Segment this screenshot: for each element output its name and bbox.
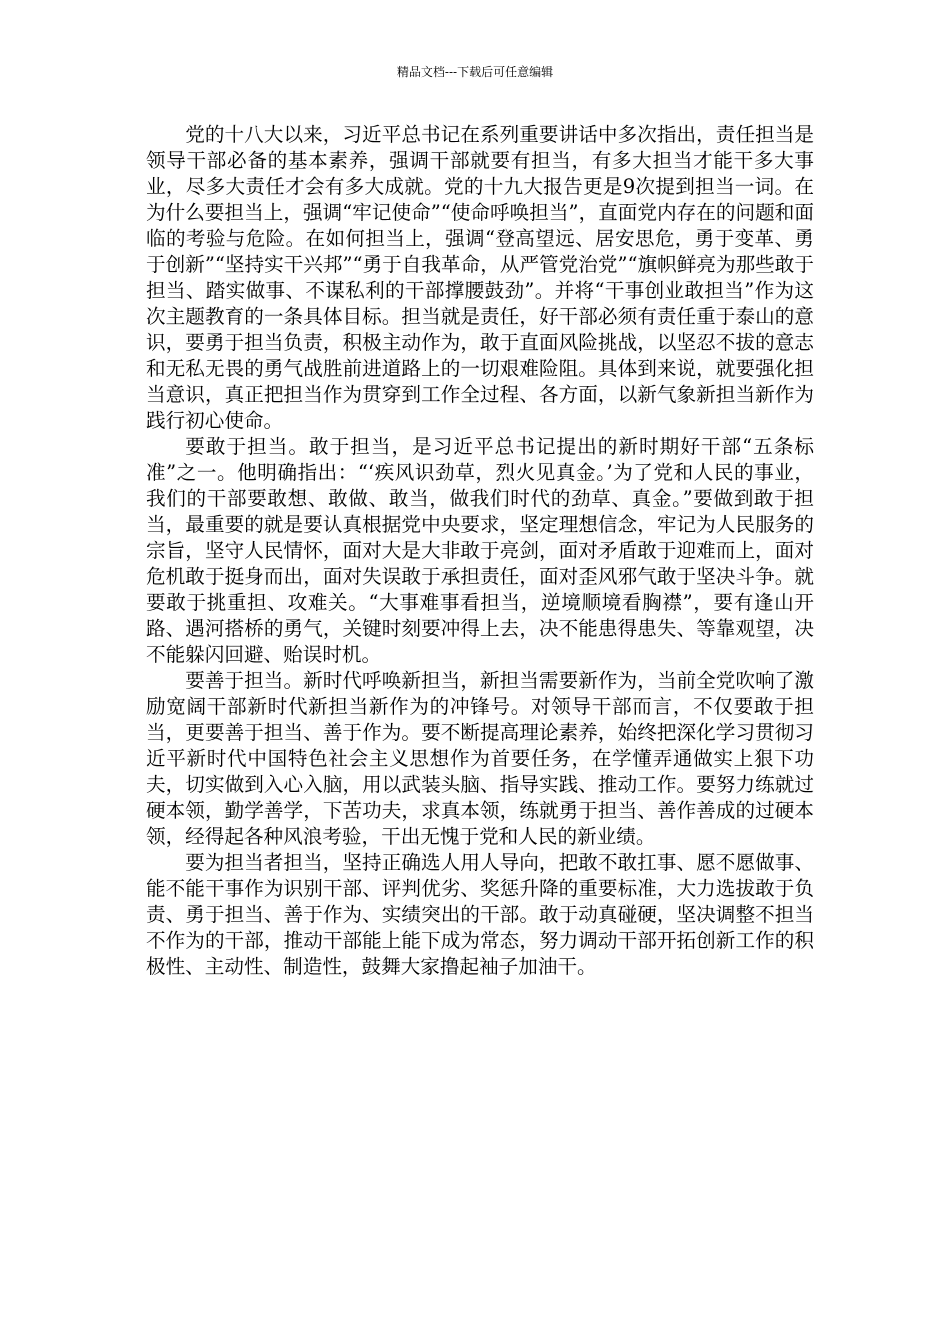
document-body [146, 122, 814, 980]
paragraph-4: 要为担当者担当，坚持正确选人用人导向，把敢不敢扛事、愿不愿做事、能不能干事作为识别干部、评判优劣、奖惩升降的重要标准，大力选拔敢于负责、勇于担当、善于作为、实绩突出的干部。敢于动真碰硬，坚决调整不担当不作为的干部，推动干部能上能下成为常态，努力调动干部开拓创新工作的积极性、主动性、制造性，鼓舞大家撸起袖子加油干。 [146, 851, 814, 978]
paragraph-2: 要敢于担当。敢于担当，是习近平总书记提出的新时期好干部“五条标准”之一。他明确指出：“‘疾风识劲草，烈火见真金。’为了党和人民的事业，我们的干部要敢想、敢做、敢当，做我们时代的劲草、真金。”要做到敢于担当，最重要的就是要认真根据党中央要求，坚定理想信念，牢记为人民服务的宗旨，坚守人民情怀，面对大是大非敢于亮剑，面对矛盾敢于迎难而上，面对危机敢于挺身而出，面对失误敢于承担责任，面对歪风邪气敢于坚决斗争。就要敢于挑重担、攻难关。“大事难事看担当，逆境顺境看胸襟”，要有逢山开路、遇河搭桥的勇气，关键时刻要冲得上去，决不能患得患失、等靠观望，决不能躲闪回避、贻误时机。 [146, 435, 814, 666]
paragraph-3: 要善于担当。新时代呼唤新担当，新担当需要新作为，当前全党吹响了激励宽阔干部新时代新担当新作为的冲锋号。对领导干部而言，不仅要敢于担当，更要善于担当、善于作为。要不断提高理论素养，始终把深化学习贯彻习近平新时代中国特色社会主义思想作为首要任务，在学懂弄通做实上狠下功夫，切实做到入心入脑，用以武装头脑、指导实践、推动工作。要努力练就过硬本领，勤学善学，下苦功夫，求真本领，练就勇于担当、善作善成的过硬本领，经得起各种风浪考验，干出无愧于党和人民的新业绩。 [146, 669, 814, 848]
paragraph-1: 党的十八大以来，习近平总书记在系列重要讲话中多次指出，责任担当是领导干部必备的基本素养，强调干部就要有担当，有多大担当才能干多大事业，尽多大责任才会有多大成就。党的十九大报告更是9次提到担当一词。在为什么要担当上，强调“牢记使命”“使命呼唤担当”，直面党内存在的问题和面临的考验与危险。在如何担当上，强调“登高望远、居安思危，勇于变革、勇于创新”“坚持实干兴邦”“勇于自我革命，从严管党治党”“旗帜鲜亮为那些敢于担当、踏实做事、不谋私利的干部撑腰鼓劲”。并将“干事创业敢担当”作为这次主题教育的一条具体目标。担当就是责任，好干部必须有责任重于泰山的意识，要勇于担当负责，积极主动作为，敢于直面风险挑战，以坚忍不拔的意志和无私无畏的勇气战胜前进道路上的一切艰难险阻。具体到来说，就要强化担当意识，真正把担当作为贯穿到工作全过程、各方面，以新气象新担当新作为践行初心使命。 [146, 123, 814, 432]
page-header: 精品文档---下载后可任意编辑 [396, 65, 554, 79]
